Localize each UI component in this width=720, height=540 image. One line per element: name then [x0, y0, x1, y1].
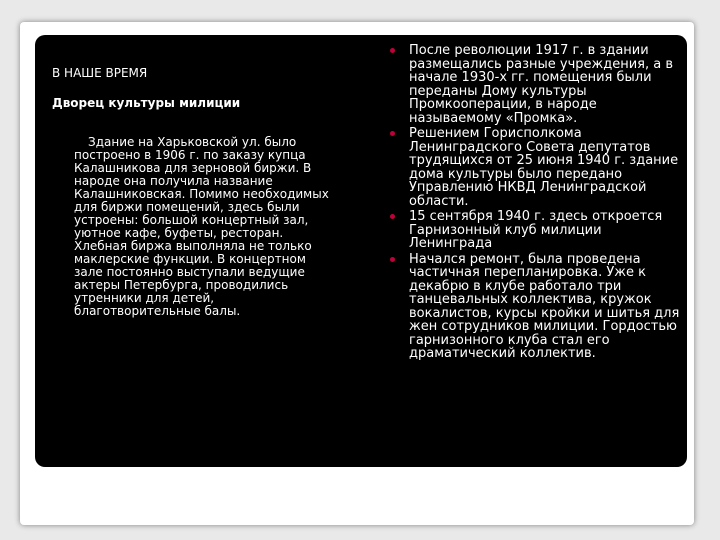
history-paragraph: Здание на Харьковской ул. было построено в 1906 г. по заказу купца Калашникова для зерновой биржи. В народе она получила название Калашниковская. Помимо необходимых для биржи помещений, здесь были устроены: большой концертный зал, уютное кафе, буфеты, ресторан. Хлебная биржа выполняла не только маклерские функции. В концертном зале постоянно выступали ведущие актеры Петербурга, проводились утренники для детей, благотворительные балы. [74, 135, 329, 318]
bullet-dot-icon [390, 214, 395, 219]
bullet-item [388, 127, 684, 208]
bullet-text: 15 сентября 1940 г. здесь откроется Гарнизонный клуб милиции Ленинграда [409, 209, 663, 251]
right-column [388, 44, 684, 363]
bullet-text: После революции 1917 г. в здании размещались разные учреждения, а в начале 1930-х гг. помещения были переданы Дому культуры Промкооперации, в народе называемому «Промка». [409, 43, 673, 126]
left-column [52, 66, 332, 318]
bullet-dot-icon [390, 131, 395, 136]
bullet-item [388, 44, 684, 125]
bullet-item [388, 210, 684, 251]
bullet-dot-icon [390, 257, 395, 262]
bullet-text: Решением Горисполкома Ленинградского Совета депутатов трудящихся от 25 июня 1940 г. здание дома культуры было передано Управлению НКВД Ленинградской области. [409, 126, 679, 209]
section-label: В НАШЕ ВРЕМЯ [52, 66, 148, 80]
bullet-list [388, 44, 684, 361]
section-title: Дворец культуры милиции [52, 96, 241, 110]
bullet-item [388, 253, 684, 361]
bullet-text: Начался ремонт, была проведена частичная перепланировка. Уже к декабрю в клубе работало три танцевальных коллектива, кружок вокалистов, курсы кройки и шитья для жен сотрудников милиции. Гордостью гарнизонного клуба стал его драматический коллектив. [409, 251, 680, 361]
bullet-dot-icon [390, 48, 395, 53]
